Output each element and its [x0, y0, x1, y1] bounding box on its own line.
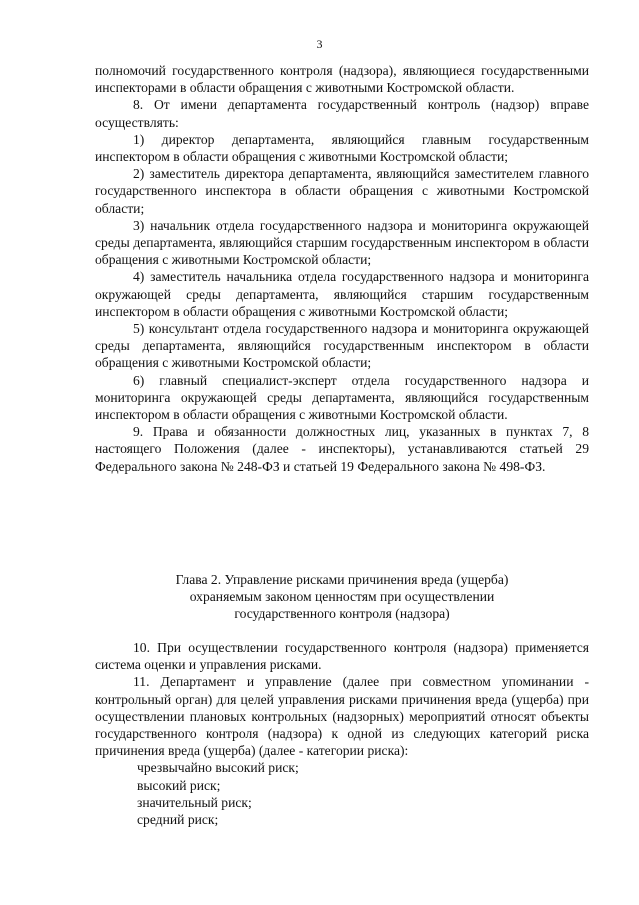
body-top	[95, 62, 589, 475]
chapter-heading-line: охраняемым законом ценностям при осуществлении	[189, 589, 495, 605]
chapter-heading-line: Глава 2. Управление рисками причинения вреда (ущерба)	[175, 572, 509, 587]
page-number: 3	[316, 37, 323, 51]
list-item-2: 2) заместитель директора департамента, являющийся заместителем главного государственного инспектора в области обращения с животными Костромской области;	[95, 166, 589, 216]
paragraph: полномочий государственного контроля (надзора), являющиеся государственными инспекторами в области обращения с животными Костромской области.	[95, 63, 589, 96]
body-bottom	[95, 639, 589, 828]
risk-category-item: высокий риск;	[137, 777, 221, 793]
list-item-1: 1) директор департамента, являющийся главным государственным инспектором в области обращения с животными Костромской области;	[95, 131, 589, 165]
paragraph-9: 9. Права и обязанности должностных лиц, указанных в пунктах 7, 8 настоящего Положения (далее - инспекторы), устанавливаются статьей 29 Федерального закона № 248-ФЗ и статьей 19 Федерального закона № 498-ФЗ.	[95, 424, 589, 474]
chapter-heading	[95, 571, 589, 623]
risk-category-item: значительный риск;	[137, 794, 252, 810]
list-item-5: 5) консультант отдела государственного надзора и мониторинга окружающей среды департамента, являющийся государственным инспектором в области обращения с животными Костромской области;	[95, 321, 589, 371]
paragraph-11: 11. Департамент и управление (далее при совместном упоминании - контрольный орган) для целей управления рисками причинения вреда (ущерба) при осуществлении плановых контрольных (надзорных) мероприятий относят объекты государственного контроля (надзора) к одной из следующих категорий риска причинения вреда (ущерба) (далее - категории риска):	[95, 674, 589, 759]
risk-category-item: средний риск;	[137, 812, 219, 828]
risk-category-item: чрезвычайно высокий риск;	[137, 760, 299, 776]
list-item-3: 3) начальник отдела государственного надзора и мониторинга окружающей среды департамента, являющийся старшим государственным инспектором в области обращения с животными Костромской области;	[95, 217, 589, 268]
list-item-4: 4) заместитель начальника отдела государственного надзора и мониторинга окружающей среды департамента, являющийся старшим государственным инспектором в области обращения с животными Костромской области;	[95, 269, 589, 319]
paragraph-8: 8. От имени департамента государственный контроль (надзор) вправе осуществлять:	[95, 97, 589, 130]
paragraph-10: 10. При осуществлении государственного контроля (надзора) применяется система оценки и управления рисками.	[95, 640, 589, 673]
chapter-heading-line: государственного контроля (надзора)	[234, 606, 450, 622]
list-item-6: 6) главный специалист-эксперт отдела государственного надзора и мониторинга окружающей среды департамента, являющийся государственным инспектором в области обращения с животными Костромской области.	[95, 372, 589, 423]
